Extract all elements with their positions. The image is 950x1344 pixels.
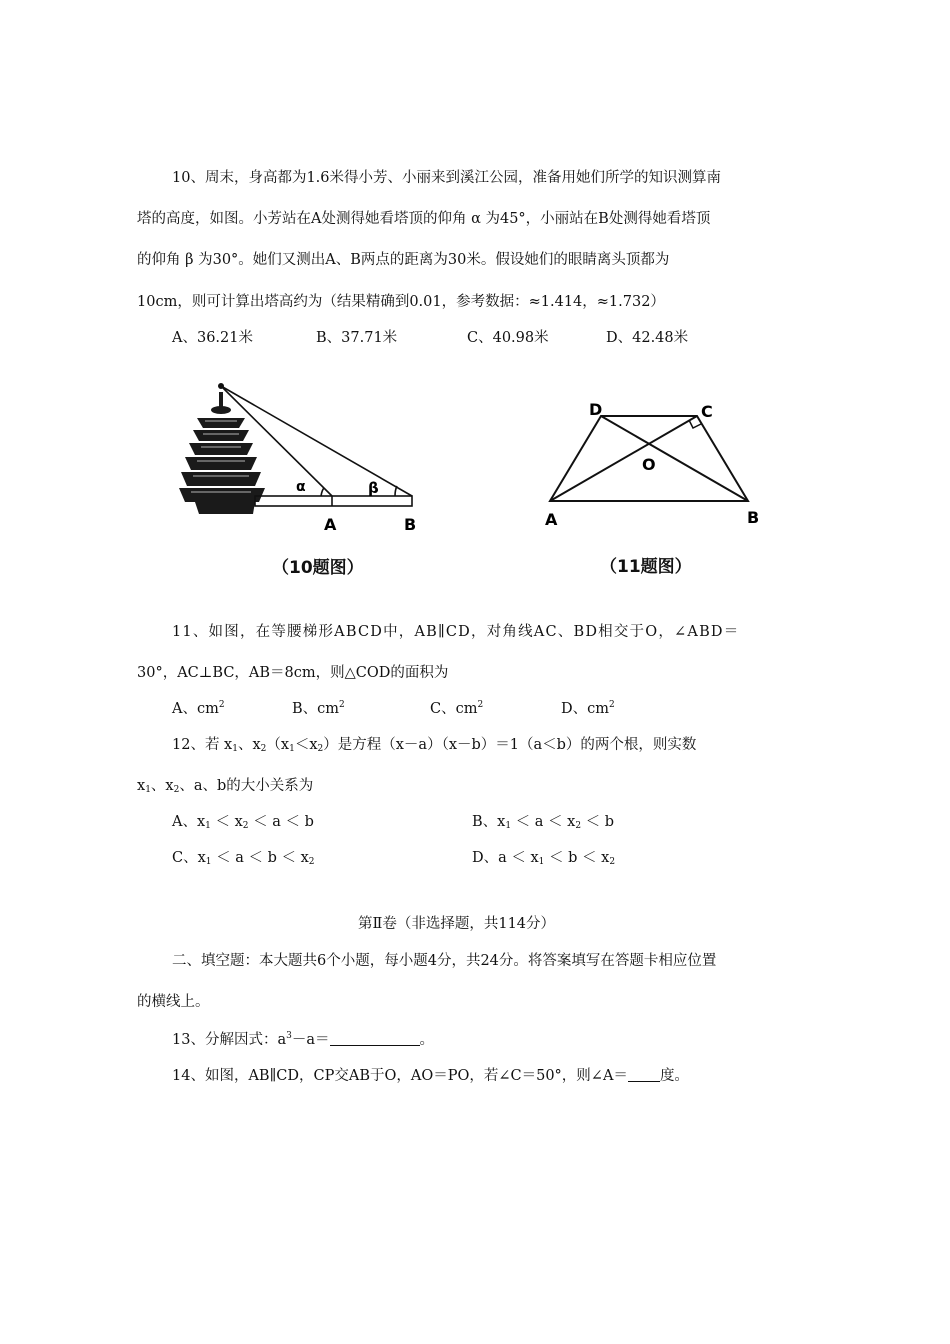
label-o: O — [642, 455, 656, 474]
label-a: A — [324, 515, 337, 534]
q12-option-d: D、$a < x_1 < b < x_2$ — [472, 850, 616, 867]
q10-option-c: C、40.98米 — [467, 330, 549, 346]
q10-line-1: 10、周末，身高都为1.6米得小芳、小丽来到溪江公园，准备用她们所学的知识测算南 — [172, 170, 722, 186]
q13-line: 13、分解因式：$a^3-a=$ 。 — [172, 1031, 434, 1048]
label-d: D — [589, 400, 603, 419]
q12-option-a: A、$x_1 < x_2 < a < b$ — [172, 814, 314, 831]
q11-option-b: B、$cm^2$ — [292, 700, 345, 717]
figure-11-trapezoid-diagram — [538, 394, 770, 534]
label-b: B — [404, 515, 417, 534]
q11-option-d: D、$cm^2$ — [561, 700, 615, 717]
eye-level-bar — [255, 496, 412, 506]
answer-blank-13[interactable] — [330, 1031, 420, 1046]
q11-line-2: 30°，AC⊥BC，AB＝8cm，则△COD的面积为 — [137, 665, 449, 681]
q10-option-b: B、37.71米 — [316, 330, 398, 346]
label-b: B — [747, 508, 760, 527]
q10-line-2: 塔的高度，如图。小芳站在A处测得她看塔顶的仰角 α 为45°，小丽站在B处测得她看塔顶 — [137, 211, 711, 227]
q11-option-c: C、$cm^2$ — [430, 700, 484, 717]
answer-blank-14[interactable] — [628, 1067, 660, 1082]
label-beta: β — [368, 479, 379, 497]
q10-option-d: D、42.48米 — [606, 330, 689, 346]
q11-line-1: 11、如图，在等腰梯形ABCD中，AB∥CD，对角线AC、BD相交于O，∠ABD＝ — [172, 624, 740, 640]
label-c: C — [701, 402, 713, 421]
label-a: A — [545, 510, 558, 529]
section-2-line-1: 二、填空题：本大题共6个小题，每小题4分，共24分。将答案填写在答题卡相应位置 — [172, 953, 717, 969]
figure-11-caption: （11题图） — [600, 557, 692, 577]
q10-option-a: A、36.21米 — [172, 330, 253, 346]
q12-option-c: C、$x_1 < a < b < x_2$ — [172, 850, 315, 867]
q12-option-b: B、$x_1 < a < x_2 < b$ — [472, 814, 615, 831]
q10-line-4: 10cm，则可计算出塔高约为（结果精确到0.01，参考数据：≈1.414，≈1.732） — [137, 294, 665, 310]
q12-line-2: $x_1$、$x_2$、a、b的大小关系为 — [137, 778, 314, 795]
q12-line-1: 12、若 $x_1$、$x_2(x_1<x_2)$是方程（x－a）（x－b）＝1（a＜b）的两个根，则实数 — [172, 737, 697, 754]
figure-10-caption: （10题图） — [272, 558, 364, 578]
pagoda-image — [179, 392, 265, 514]
section-2-title: 第Ⅱ卷（非选择题，共114分） — [358, 916, 556, 932]
section-2-line-2: 的横线上。 — [137, 994, 210, 1010]
q14-line: 14、如图，AB∥CD，CP交AB于O，AO＝PO，若∠C＝50°，则∠A＝ 度。 — [172, 1068, 689, 1084]
q10-line-3: 的仰角 β 为30°。她们又测出A、B两点的距离为30米。假设她们的眼睛离头顶都为 — [137, 252, 670, 268]
figure-10-tower-diagram — [175, 378, 425, 538]
q11-option-a: A、$cm^2$ — [172, 700, 225, 717]
label-alpha: α — [296, 479, 306, 495]
